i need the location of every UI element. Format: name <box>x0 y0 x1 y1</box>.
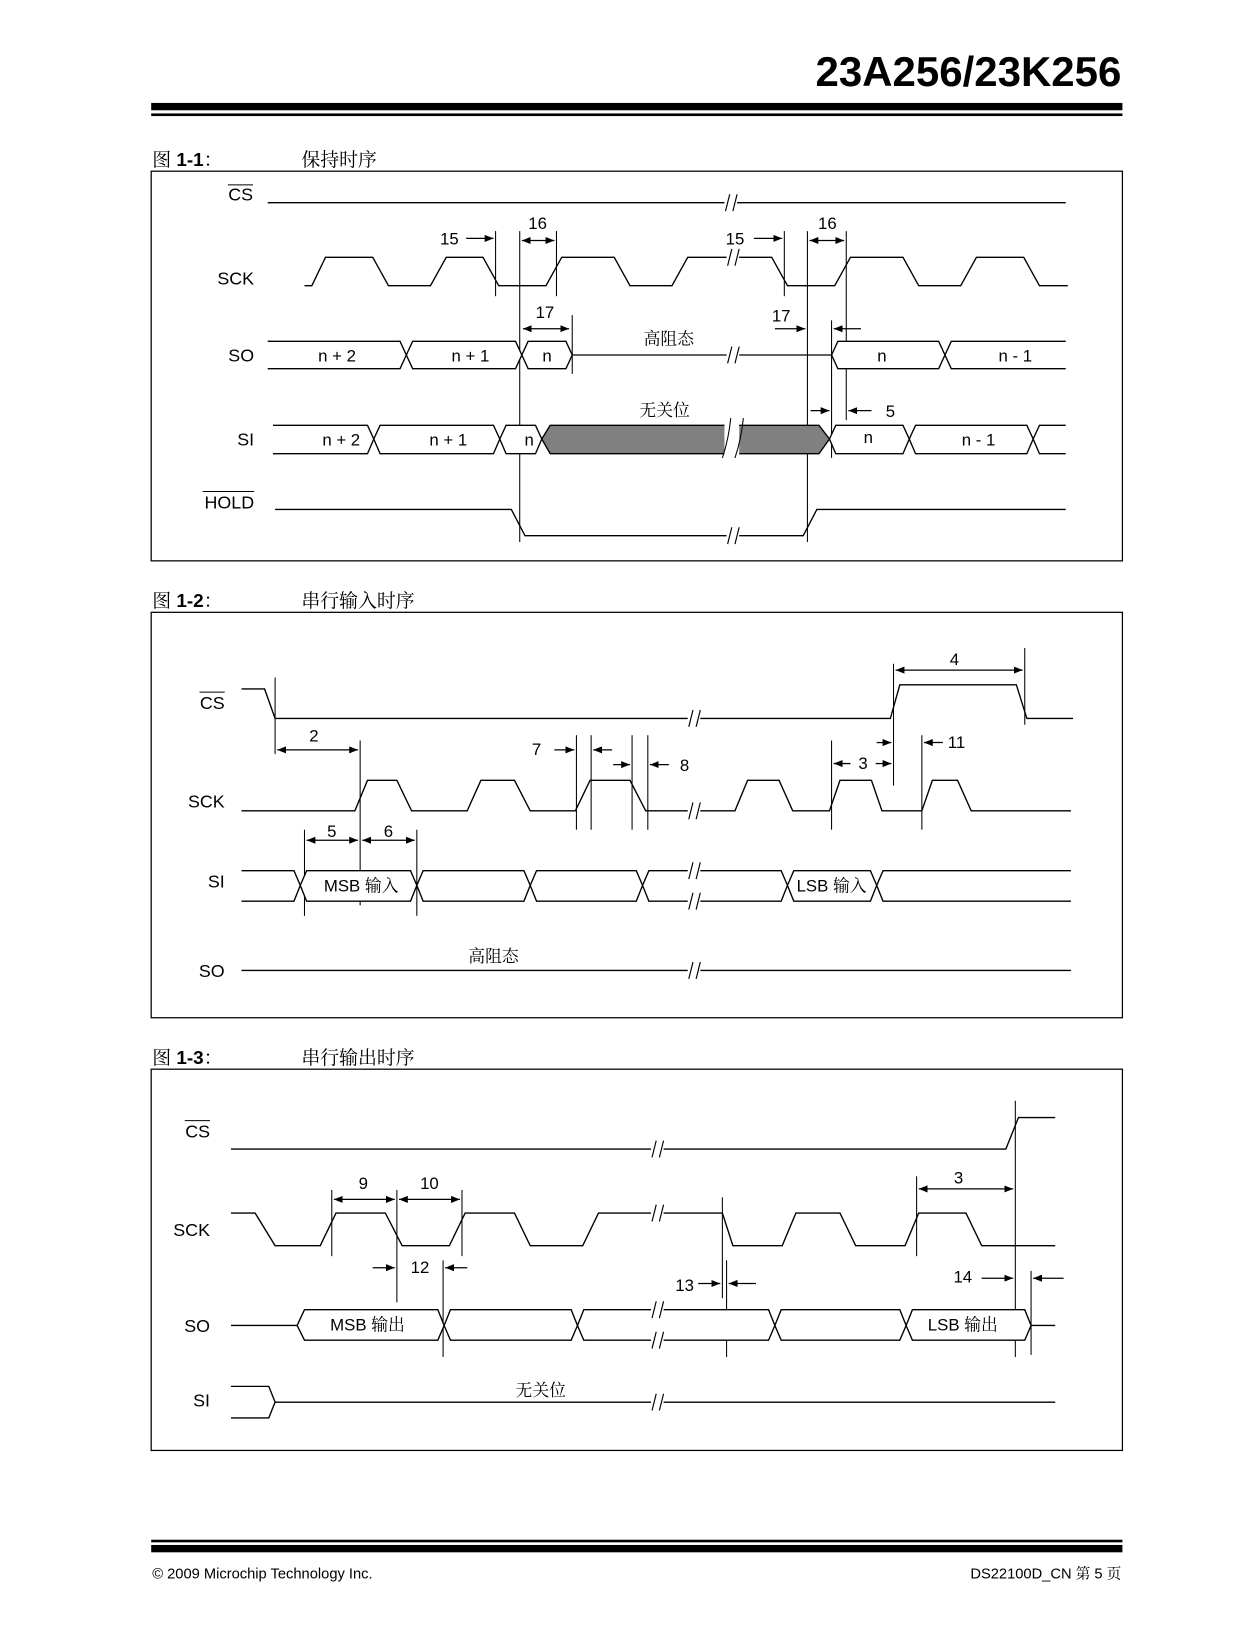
timing-param-11: 11 <box>947 732 966 752</box>
figure-1-1-hold-timing <box>151 149 1122 561</box>
break-mark <box>688 892 701 911</box>
cs-waveform <box>231 1118 1055 1150</box>
header-rule-thin <box>151 113 1122 116</box>
footer-rule-thin <box>151 1540 1122 1543</box>
high-impedance-label: 高阻态 <box>468 946 519 967</box>
figure-title: 保持时序 <box>301 149 377 171</box>
timing-param-5: 5 <box>885 401 896 421</box>
break-mark <box>724 193 737 212</box>
copyright: © 2009 Microchip Technology Inc. <box>152 1566 373 1583</box>
break-mark <box>727 526 740 545</box>
header-rule-thick <box>151 103 1122 110</box>
si-value: n <box>863 428 873 448</box>
si-cell <box>417 871 530 901</box>
si-value: n + 1 <box>429 430 468 450</box>
dont-care-label: 无关位 <box>515 1379 566 1400</box>
break-mark <box>651 1300 664 1319</box>
signal-label-so: SO <box>198 960 225 981</box>
signal-label-cs: CS <box>199 692 225 713</box>
signal-label-sck: SCK <box>187 791 225 812</box>
sck-waveform <box>241 780 1070 810</box>
break-mark <box>688 801 701 820</box>
figure-1-3-serial-output-timing <box>151 1047 1122 1451</box>
signal-label-si: SI <box>237 429 255 450</box>
sck-waveform <box>231 1213 1055 1246</box>
so-value: MSB 输出 <box>330 1315 405 1335</box>
so-value: n + 1 <box>451 346 490 366</box>
timing-param-4: 4 <box>949 649 960 669</box>
si-dont-care-cell <box>542 425 830 453</box>
figure-frame <box>151 1069 1122 1450</box>
timing-param-14: 14 <box>953 1267 973 1287</box>
signal-label-hold: HOLD <box>204 492 255 513</box>
figure-1-2-serial-input-timing <box>151 590 1122 1018</box>
si-value: LSB 输入 <box>796 876 867 896</box>
so-value: n + 2 <box>318 346 356 366</box>
break-mark <box>651 1393 664 1412</box>
sck-waveform <box>304 257 1067 285</box>
dont-care-label: 无关位 <box>639 399 690 420</box>
si-value: MSB 输入 <box>323 876 399 896</box>
cs-waveform <box>241 685 1073 719</box>
break-mark <box>651 1140 664 1159</box>
si-waveform <box>231 1386 1055 1418</box>
page-header <box>151 48 1122 116</box>
timing-param-3: 3 <box>858 753 868 773</box>
page-footer <box>151 1540 1122 1583</box>
si-cell <box>241 871 300 901</box>
break-mark <box>688 709 701 728</box>
break-mark <box>688 961 701 980</box>
timing-param-17: 17 <box>771 306 791 326</box>
break-mark <box>727 248 740 267</box>
footer-rule-thick <box>151 1545 1122 1552</box>
figure-caption: 图 1-1： <box>152 149 223 171</box>
document-page-number: DS22100D_CN 第 5 页 <box>970 1566 1122 1583</box>
so-value: n <box>877 346 887 366</box>
so-value: LSB 输出 <box>927 1315 998 1335</box>
si-cell <box>530 871 642 901</box>
timing-param-16: 16 <box>818 213 837 233</box>
figure-frame <box>151 612 1122 1017</box>
si-cell <box>643 871 788 901</box>
so-value: n <box>542 346 552 366</box>
signal-label-cs: CS <box>228 184 254 205</box>
si-value: n - 1 <box>961 430 996 450</box>
figure-title: 串行输出时序 <box>301 1047 415 1069</box>
signal-label-so: SO <box>228 345 255 366</box>
timing-param-17: 17 <box>535 303 555 323</box>
signal-label-si: SI <box>207 871 225 892</box>
break-mark <box>688 861 701 880</box>
si-cell <box>1033 425 1066 453</box>
break-mark <box>727 346 740 365</box>
signal-label-sck: SCK <box>173 1220 210 1241</box>
break-mark <box>651 1331 664 1350</box>
timing-param-8: 8 <box>679 755 690 775</box>
signal-label-so: SO <box>184 1315 210 1336</box>
si-cell <box>877 871 1071 901</box>
so-cell <box>444 1310 577 1340</box>
high-impedance-label: 高阻态 <box>643 328 695 349</box>
timing-param-12: 12 <box>410 1257 430 1277</box>
timing-guides <box>496 231 847 542</box>
figure-caption: 图 1-2： <box>152 591 223 613</box>
figure-title: 串行输入时序 <box>301 591 415 613</box>
si-value: n + 2 <box>322 430 361 450</box>
si-cell <box>500 425 542 453</box>
hold-waveform <box>275 509 1066 535</box>
timing-param-6: 6 <box>383 822 394 842</box>
document-title: 23A256/23K256 <box>815 48 1122 96</box>
timing-param-3: 3 <box>953 1168 964 1188</box>
timing-param-10: 10 <box>420 1173 439 1193</box>
timing-param-9: 9 <box>358 1173 368 1193</box>
break-mark <box>651 1204 664 1223</box>
timing-param-7: 7 <box>531 740 542 760</box>
signal-label-si: SI <box>193 1390 210 1411</box>
timing-param-13: 13 <box>675 1275 694 1295</box>
so-cell <box>832 341 945 368</box>
timing-param-16: 16 <box>528 213 547 233</box>
figure-caption: 图 1-3： <box>152 1047 223 1069</box>
so-value: n - 1 <box>998 346 1033 366</box>
signal-label-cs: CS <box>185 1121 210 1142</box>
timing-param-15: 15 <box>725 229 745 249</box>
si-value: n <box>524 430 534 450</box>
timing-param-2: 2 <box>309 726 319 746</box>
so-cell <box>775 1310 906 1340</box>
timing-param-5: 5 <box>327 822 337 842</box>
timing-param-15: 15 <box>440 229 459 249</box>
so-cell <box>577 1310 774 1340</box>
signal-label-sck: SCK <box>217 268 255 289</box>
